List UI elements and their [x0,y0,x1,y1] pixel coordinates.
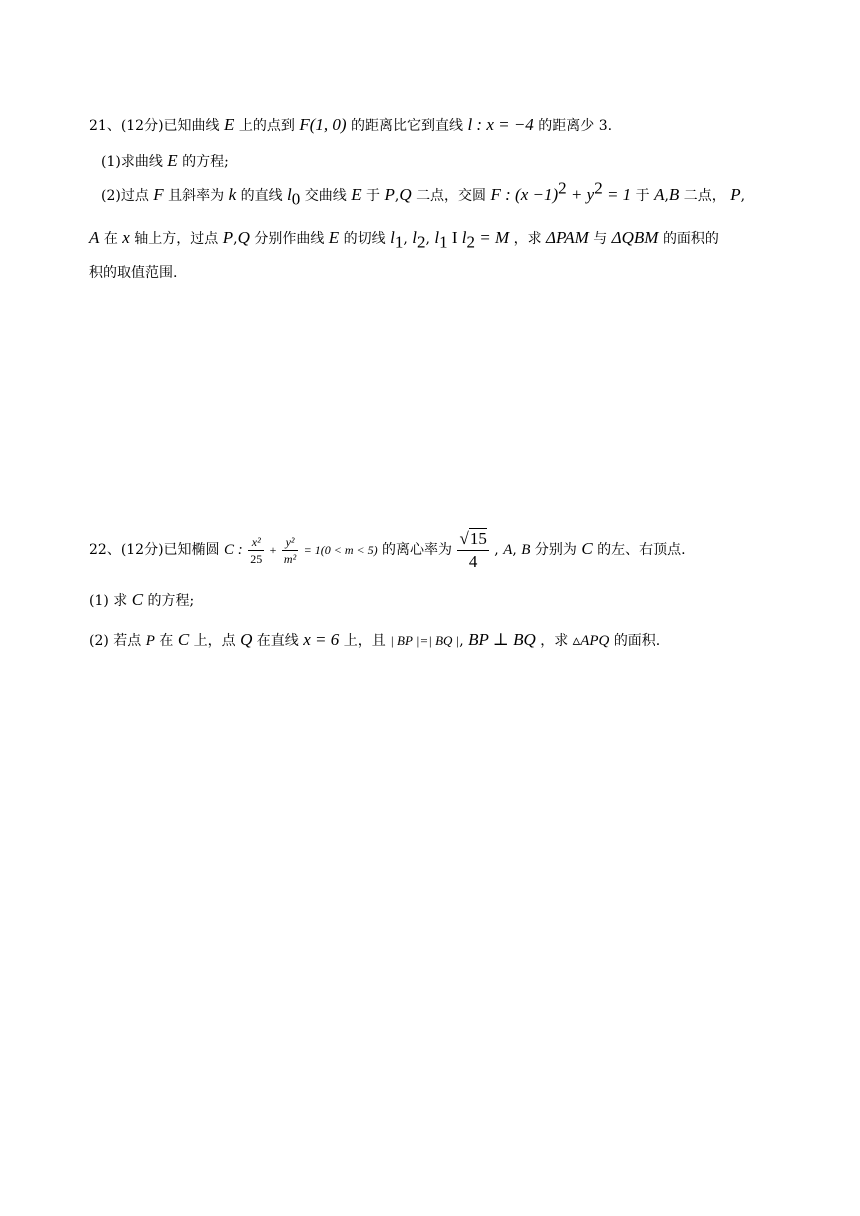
q21-part-2-E: E [351,185,362,204]
q21-line-3-text: 分别作曲线 [254,231,325,247]
q21-label: 21、(12分)已知曲线 [89,118,220,134]
q22-part-2-Q: Q [240,630,253,649]
q21-line-3-text: ，求 [513,231,542,247]
circle-b: + y [566,185,595,204]
q21-line-4-text: 积的取值范围. [89,265,178,281]
q22-part-1 [89,589,194,612]
q21-l1 [390,228,404,252]
q21-line-3-text: 轴上方，过点 [134,231,219,247]
q21-part-2-text: 交曲线 [304,188,347,204]
q21-part-2-text: 且斜率为 [168,188,225,204]
comma: , [512,542,517,558]
q22-text: 的离心率为 [382,542,453,558]
q21-line-3 [89,227,719,250]
int-M: = M [475,228,510,247]
comma: , [425,231,430,247]
q21-A: A [89,228,100,247]
l1-sub: 1 [394,232,404,252]
q21-line-4 [89,262,177,284]
circle-c: = 1 [602,185,632,204]
q21-circle-equation [490,178,632,204]
q21-part-2-A: A [654,185,665,204]
q21-text: 的距离少 3. [538,118,613,134]
q21-line-3-text: 的面积的 [662,231,719,247]
int-l1: l [434,228,440,247]
int-l2: l [461,228,467,247]
q21-triangle-QBM: ΔQBM [611,228,659,247]
comma: , [664,188,669,204]
fraction-denominator: 4 [468,551,478,571]
q21-part-2-text: (2)过点 [101,188,149,204]
q21-part-2-P: P [730,185,741,204]
q21-l2 [412,228,426,252]
q21-E: E [328,228,340,247]
q21-intersection [434,228,510,252]
q22-part-2-text: 在直线 [256,633,299,649]
q21-part-2-text: 二点， [683,188,726,204]
circle-sup: 2 [558,178,567,198]
l0-sub: 0 [291,189,301,209]
comma: , [740,188,746,204]
q21-part-1 [101,150,229,173]
q22-line-x6: x = 6 [303,630,340,649]
comma: , [403,231,408,247]
q21-part-2-k: k [228,185,237,204]
q22-part-2-text: 上，且 [343,633,386,649]
q22-text: 的左、右顶点. [597,542,686,558]
q22-fraction-x [248,534,264,567]
q21-part-2-P: P [384,185,395,204]
plus-sign: + [269,543,277,557]
q22-part-2-text: (2) 若点 [89,633,142,649]
fraction-denominator: 25 [250,551,263,566]
q21-part-2 [101,178,746,209]
q21-x: x [122,228,130,247]
int-op: I [447,228,462,247]
q22-part-2-text: 在 [159,633,174,649]
q22-part-2 [89,629,660,652]
q22-text: 分别为 [534,542,577,558]
q22-fraction-y [282,534,298,567]
q22-triangle-APQ: ▵APQ [572,633,610,649]
q22-line-1 [89,524,686,574]
q21-line-3-text: 在 [103,231,118,247]
circle-a: F : (x −1) [490,185,559,204]
q21-part-1-E: E [167,151,178,170]
q22-label: 22、(12分)已知椭圆 [89,542,220,558]
q21-line-1 [89,114,612,137]
q21-curve-E: E [224,115,235,134]
q22-part-2-P: P [145,633,155,649]
q22-A: A [503,542,513,558]
comma: , [459,633,464,649]
q22-eccentricity [457,528,488,573]
l2-sub: 2 [416,232,426,252]
q22-perpendicular: BP ⊥ BQ [468,630,536,649]
q22-part-1-text: (1) 求 [89,593,128,609]
int-sub: 1 [439,232,448,252]
q22-part-1-C: C [131,590,144,609]
q22-C: C : [224,542,243,558]
fraction-numerator: x² [248,534,264,551]
circle-sup: 2 [594,178,603,198]
q22-part-2-text: 上，点 [193,633,236,649]
q22-condition: = 1(0 < m < 5) [303,543,378,557]
q21-line-3-text: 与 [593,231,608,247]
q22-part-2-text: 的面积. [613,633,661,649]
comma: , [394,188,400,204]
q22-B: B [521,542,531,558]
q21-part-2-text: 于 [366,188,381,204]
q21-line-l: l : x = −4 [467,115,534,134]
q21-text: 上的点到 [238,118,295,134]
q21-part-2-l0 [287,185,301,209]
q22-part-1-text: 的方程; [147,593,195,609]
l0-base: l [287,185,292,204]
q21-part-2-text: 二点，交圆 [416,188,487,204]
q22-C: C [581,539,593,558]
q21-part-1-text: 的方程; [182,154,229,170]
q21-part-1-text: (1)求曲线 [101,154,163,170]
fraction-numerator: y² [282,534,298,551]
q21-part-2-F: F [153,185,164,204]
q21-triangle-PAM: ΔPAM [546,228,589,247]
q21-part-2-text: 于 [635,188,650,204]
l2-base: l [412,228,417,247]
fraction-denominator: m² [283,551,297,566]
sqrt-radicand: 15 [469,528,487,548]
q21-part-2-B: B [668,185,680,204]
q22-abs-equality: | BP |=| BQ | [390,633,460,648]
q21-line-3-text: 的切线 [343,231,386,247]
q21-P: P [222,228,234,247]
l1-base: l [390,228,395,247]
q21-Q: Q [237,228,250,247]
fraction-numerator: √15 [457,528,488,551]
comma: , [233,231,238,247]
q21-part-2-text: 的直线 [240,188,283,204]
int-sub: 2 [466,232,475,252]
q21-part-2-Q: Q [399,185,412,204]
q21-point-F: F(1, 0) [299,115,347,134]
q21-text: 的距离比它到直线 [350,118,463,134]
q22-part-2-C: C [177,630,190,649]
comma: , [494,542,499,558]
q22-part-2-text: ，求 [540,633,569,649]
